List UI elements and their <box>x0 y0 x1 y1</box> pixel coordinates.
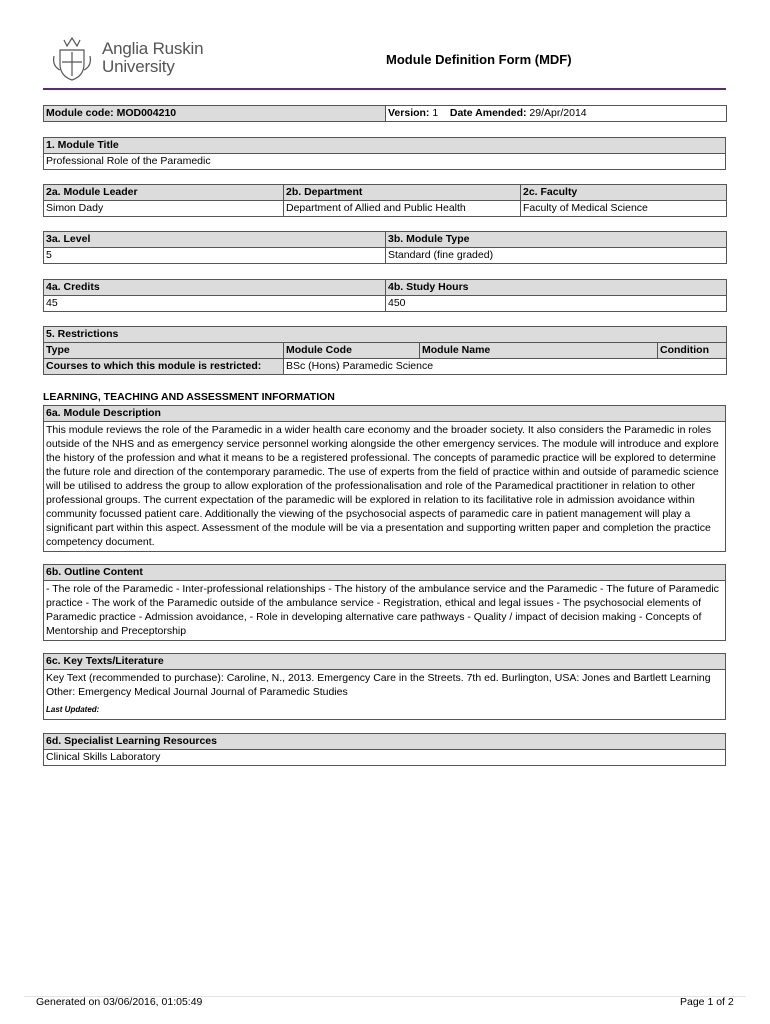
resources-table <box>43 733 726 766</box>
department-heading: 2b. Department <box>284 185 521 201</box>
credits-value: 45 <box>44 296 386 312</box>
generated-timestamp: Generated on 03/06/2016, 01:05:49 <box>36 996 203 1008</box>
module-leader-heading: 2a. Module Leader <box>44 185 284 201</box>
outline-table <box>43 564 726 641</box>
restrictions-col-type: Type <box>44 343 284 359</box>
header-divider <box>43 88 726 90</box>
restrictions-row-label: Courses to which this module is restricted: <box>44 359 284 375</box>
resources-value: Clinical Skills Laboratory <box>44 750 726 766</box>
ltai-heading: LEARNING, TEACHING AND ASSESSMENT INFORMATION <box>43 391 335 403</box>
credits-table <box>43 279 727 312</box>
key-texts-heading: 6c. Key Texts/Literature <box>44 654 726 670</box>
restrictions-col-code: Module Code <box>284 343 420 359</box>
version-value: 1 <box>432 107 439 119</box>
description-table <box>43 405 726 552</box>
restrictions-heading: 5. Restrictions <box>44 327 727 343</box>
resources-heading: 6d. Specialist Learning Resources <box>44 734 726 750</box>
description-text: This module reviews the role of the Paramedic in a wider health care economy and the broader society. It also considers the Paramedic in roles outside of the NHS and as emergency service personnel working alongside the other emergency services. The module will introduce and explore the history of the profession and what it means to be a registered professional. The concepts of paramedic practice will be explored to determine the future role and direction of the contemporary paramedic. The use of experts from the field of practice within and outside of paramedic science will be utilised to address the group to allow exploration of the professionalisation and role of the Paramedical practitioner in relation to other professional groups. The current expectation of the paramedic will be explored in relation to its facilitative role in admission avoidance within community focussed patient care. Additionally the viewing of the psychosocial aspects of paramedic care in patient management will play a significant part within this aspect. Assessment of the module will be via a presentation and supporting written paper and completion the practice competency document. <box>44 422 726 552</box>
faculty-heading: 2c. Faculty <box>521 185 727 201</box>
key-texts-text: Key Text (recommended to purchase): Caroline, N., 2013. Emergency Care in the Streets. 7th ed. Burlington, USA: Jones and Bartlett Learning Other: Emergency Medical Journal Journal of Paramedic Studies <box>46 672 711 698</box>
credits-heading: 4a. Credits <box>44 280 386 296</box>
page-number: Page 1 of 2 <box>680 996 734 1008</box>
key-texts-cell <box>44 670 726 720</box>
module-title-heading: 1. Module Title <box>44 138 726 154</box>
outline-text: - The role of the Paramedic - Inter-professional relationships - The history of the ambulance service and the Paramedic - The future of Paramedic practice - The work of the Paramedic outside of the ambulance service - Registration, ethical and legal issues - The psychosocial elements of Paramedic practice - Admission avoidance, - Role in developing alternative care pathways - Quality / impact of decision making - Concepts of Mentorship and Preceptorship <box>44 581 726 641</box>
module-title-table <box>43 137 726 170</box>
module-type-value: Standard (fine graded) <box>386 248 727 264</box>
level-heading: 3a. Level <box>44 232 386 248</box>
level-table <box>43 231 727 264</box>
restrictions-col-condition: Condition <box>658 343 727 359</box>
restrictions-col-name: Module Name <box>420 343 658 359</box>
description-heading: 6a. Module Description <box>44 406 726 422</box>
module-leader-value: Simon Dady <box>44 201 284 217</box>
last-updated-label: Last Updated: <box>46 705 100 714</box>
version-date-cell: Version: 1 Date Amended: 29/Apr/2014 <box>386 106 727 122</box>
outline-heading: 6b. Outline Content <box>44 565 726 581</box>
crest-icon <box>50 36 94 82</box>
department-value: Department of Allied and Public Health <box>284 201 521 217</box>
module-type-heading: 3b. Module Type <box>386 232 727 248</box>
module-code-table <box>43 105 727 122</box>
module-code: Module code: MOD004210 <box>44 106 386 122</box>
logo-wordmark: Anglia Ruskin University <box>102 39 204 76</box>
leader-table <box>43 184 727 217</box>
study-hours-heading: 4b. Study Hours <box>386 280 727 296</box>
date-amended-value: 29/Apr/2014 <box>529 107 587 119</box>
form-title: Module Definition Form (MDF) <box>386 52 572 67</box>
restrictions-row-value: BSc (Hons) Paramedic Science <box>284 359 727 375</box>
restrictions-table <box>43 326 727 375</box>
study-hours-value: 450 <box>386 296 727 312</box>
faculty-value: Faculty of Medical Science <box>521 201 727 217</box>
level-value: 5 <box>44 248 386 264</box>
university-logo <box>50 36 210 84</box>
key-texts-table <box>43 653 726 720</box>
module-title-value: Professional Role of the Paramedic <box>44 154 726 170</box>
